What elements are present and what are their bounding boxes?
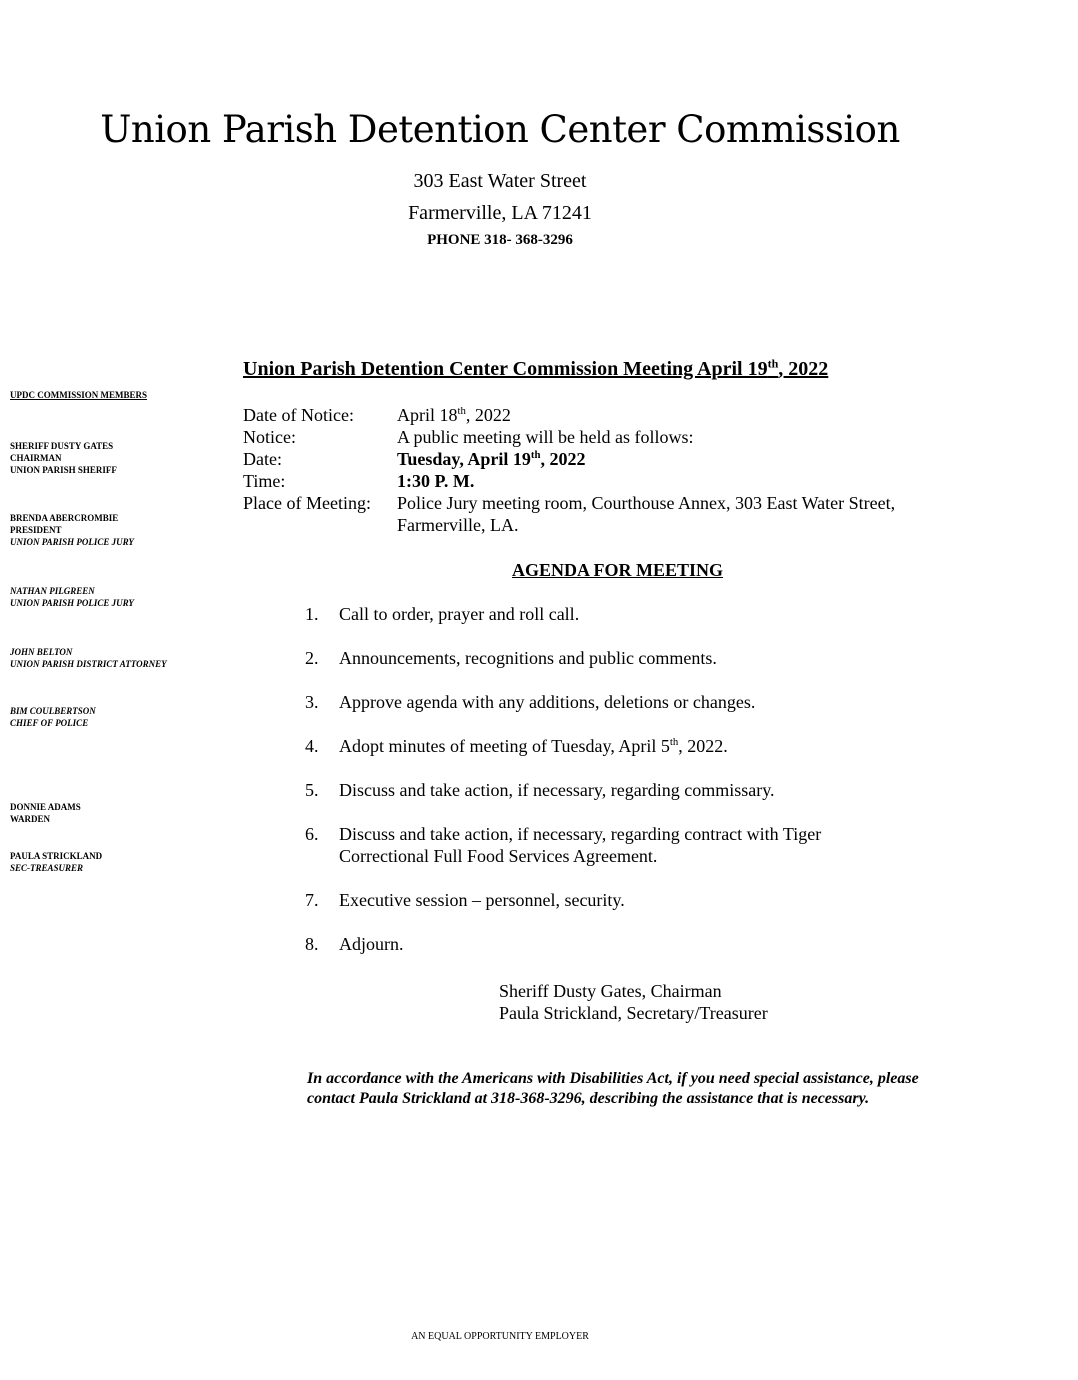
meeting-date-year: , 2022 <box>540 449 586 469</box>
agenda-item <box>305 647 945 669</box>
notice-value: A public meeting will be held as follows: <box>397 427 694 447</box>
member-role: UNION PARISH POLICE JURY <box>10 537 134 547</box>
agenda-item-number: 1. <box>305 604 319 624</box>
notice-label: Date: <box>243 449 282 469</box>
notice-value <box>397 404 511 426</box>
agenda-item <box>305 603 945 625</box>
notice-value <box>397 448 586 470</box>
meeting-heading-text: Union Parish Detention Center Commission Meeting April 19 <box>243 358 768 380</box>
agenda-item-text: Adjourn. <box>339 934 404 954</box>
signature-secretary: Paula Strickland, Secretary/Treasurer <box>499 1003 768 1023</box>
member-name: NATHAN PILGREEN <box>10 586 95 596</box>
notice-label: Notice: <box>243 427 296 447</box>
agenda-item <box>305 779 945 801</box>
agenda-item <box>305 823 945 867</box>
address-phone: PHONE 318- 368-3296 <box>427 232 573 248</box>
member-role: UNION PARISH SHERIFF <box>10 465 117 475</box>
agenda-item-text: Discuss and take action, if necessary, regarding contract with Tiger Correctional Full Food Services Agreement. <box>339 824 822 866</box>
address-city: Farmerville, LA 71241 <box>408 202 592 224</box>
agenda-item-number: 4. <box>305 736 319 756</box>
notice-date-sup: th <box>457 405 466 417</box>
agenda-item-number: 5. <box>305 780 319 800</box>
footer-text: AN EQUAL OPPORTUNITY EMPLOYER <box>411 1331 589 1342</box>
agenda-item <box>305 735 945 757</box>
member-entry <box>10 585 134 609</box>
agenda-item-number: 8. <box>305 934 319 954</box>
member-entry <box>10 705 96 729</box>
agenda-item-text <box>339 735 899 757</box>
members-header: UPDC COMMISSION MEMBERS <box>10 390 148 400</box>
organization-title: Union Parish Detention Center Commission <box>100 108 900 151</box>
meeting-heading <box>243 358 828 381</box>
member-entry <box>10 440 117 476</box>
member-name: PAULA STRICKLAND <box>10 851 103 861</box>
member-role: CHIEF OF POLICE <box>10 718 89 728</box>
meeting-date-text: Tuesday, April 19 <box>397 449 531 469</box>
notice-value: Police Jury meeting room, Courthouse Annex, 303 East Water Street, Farmerville, LA. <box>397 493 896 535</box>
agenda-item-text: Approve agenda with any additions, deletions or changes. <box>339 692 756 712</box>
agenda-item-number: 2. <box>305 648 319 668</box>
signature-chairman: Sheriff Dusty Gates, Chairman <box>499 981 722 1001</box>
agenda-item <box>305 691 945 713</box>
member-name: BIM COULBERTSON <box>10 706 96 716</box>
notice-label: Time: <box>243 471 286 491</box>
member-role: PRESIDENT <box>10 525 62 535</box>
agenda-heading: AGENDA FOR MEETING <box>512 560 724 580</box>
agenda-item-number: 3. <box>305 692 319 712</box>
agenda-item <box>305 889 945 911</box>
meeting-date-sup: th <box>530 449 541 461</box>
agenda-list <box>305 603 945 977</box>
member-entry <box>10 512 134 548</box>
agenda-item-text: Discuss and take action, if necessary, regarding commissary. <box>339 780 775 800</box>
ada-notice: In accordance with the Americans with Disabilities Act, if you need special assistance, please contact Paula Strickland at 318-368-3296, describing the assistance that is necessary. <box>307 1070 919 1107</box>
member-name: SHERIFF DUSTY GATES <box>10 441 114 451</box>
agenda-item-text: Announcements, recognitions and public comments. <box>339 648 717 668</box>
agenda-item-text: Executive session – personnel, security. <box>339 890 625 910</box>
member-role: CHAIRMAN <box>10 453 62 463</box>
member-name: BRENDA ABERCROMBIE <box>10 513 119 523</box>
member-name: JOHN BELTON <box>10 647 73 657</box>
address-street: 303 East Water Street <box>413 170 587 192</box>
meeting-heading-year: , 2022 <box>778 358 829 380</box>
notice-value: 1:30 P. M. <box>397 471 475 491</box>
notice-date-text: April 18 <box>397 405 458 425</box>
member-entry <box>10 801 81 825</box>
notice-label: Place of Meeting: <box>243 493 371 513</box>
member-role: SEC-TREASURER <box>10 863 84 873</box>
notice-label: Date of Notice: <box>243 405 354 425</box>
member-entry <box>10 646 167 670</box>
member-role: UNION PARISH DISTRICT ATTORNEY <box>10 659 167 669</box>
signature-block <box>499 980 768 1024</box>
agenda-item <box>305 933 945 955</box>
member-role: UNION PARISH POLICE JURY <box>10 598 134 608</box>
agenda-item-text-part: , 2022. <box>678 736 728 756</box>
agenda-item-text: Call to order, prayer and roll call. <box>339 604 580 624</box>
notice-date-year: , 2022 <box>465 405 511 425</box>
agenda-item-number: 7. <box>305 890 319 910</box>
member-name: DONNIE ADAMS <box>10 802 81 812</box>
agenda-item-text-part: Adopt minutes of meeting of Tuesday, April 5 <box>339 736 670 756</box>
member-entry <box>10 850 102 874</box>
meeting-heading-sup: th <box>767 356 779 371</box>
agenda-item-sup: th <box>669 736 679 748</box>
member-role: WARDEN <box>10 814 51 824</box>
agenda-item-number: 6. <box>305 824 319 844</box>
